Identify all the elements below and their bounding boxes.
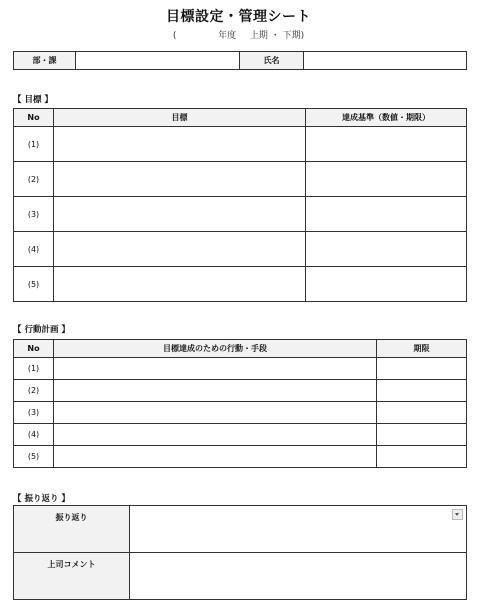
page-title: 目標設定・管理シート [166,9,311,25]
reflection-field[interactable] [130,506,467,553]
goals-col-criteria: 達成基準（数値・期限） [306,109,467,127]
table-row [14,358,467,380]
criteria-cell[interactable] [306,232,467,267]
action-cell[interactable] [54,424,377,446]
goal-cell[interactable] [54,232,306,267]
goal-row-no: (2) [14,162,54,197]
goals-col-no: No [14,109,54,127]
action-cell[interactable] [54,446,377,468]
dept-label: 部・課 [14,52,76,70]
table-row [14,402,467,424]
action-row-no: (5) [14,446,54,468]
name-label: 氏名 [240,52,304,70]
table-row [14,380,467,402]
goal-row-no: (1) [14,127,54,162]
period-open-paren: ( [172,31,177,41]
deadline-cell[interactable] [377,402,467,424]
deadline-cell[interactable] [377,358,467,380]
action-cell[interactable] [54,358,377,380]
goal-row-no: (5) [14,267,54,302]
goals-section-title: 【 目標 】 [13,95,53,105]
goals-table [13,108,467,302]
table-row [14,424,467,446]
deadline-cell[interactable] [377,380,467,402]
table-row [14,127,467,162]
actions-col-deadline: 期限 [377,340,467,358]
criteria-cell[interactable] [306,162,467,197]
name-field[interactable] [304,52,467,70]
review-section-title: 【 振り返り 】 [13,494,70,504]
action-cell[interactable] [54,380,377,402]
action-row-no: (3) [14,402,54,424]
goal-cell[interactable] [54,267,306,302]
reflection-label: 振り返り [14,506,130,553]
table-row [14,162,467,197]
table-row [14,267,467,302]
period-label: 上期 ・ 下期) [249,31,305,41]
supervisor-comment-field[interactable] [130,553,467,600]
deadline-cell[interactable] [377,446,467,468]
fiscal-year-label: 年度 [218,31,237,41]
actions-col-action: 目標達成のための行動・手段 [54,340,377,358]
criteria-cell[interactable] [306,127,467,162]
goals-col-goal: 目標 [54,109,306,127]
actions-col-no: No [14,340,54,358]
period-line [0,28,477,41]
chevron-down-icon[interactable] [452,509,463,520]
goal-row-no: (3) [14,197,54,232]
actions-table [13,339,467,468]
actions-section-title: 【 行動計画 】 [13,325,70,335]
goal-cell[interactable] [54,162,306,197]
review-table [13,505,467,600]
supervisor-comment-label: 上司コメント [14,553,130,600]
dept-field[interactable] [76,52,240,70]
criteria-cell[interactable] [306,267,467,302]
deadline-cell[interactable] [377,424,467,446]
goal-cell[interactable] [54,197,306,232]
goal-row-no: (4) [14,232,54,267]
table-row [14,232,467,267]
table-row [14,446,467,468]
action-row-no: (1) [14,358,54,380]
action-row-no: (2) [14,380,54,402]
header-info-table [13,51,467,70]
table-row [14,197,467,232]
action-row-no: (4) [14,424,54,446]
criteria-cell[interactable] [306,197,467,232]
goal-cell[interactable] [54,127,306,162]
action-cell[interactable] [54,402,377,424]
